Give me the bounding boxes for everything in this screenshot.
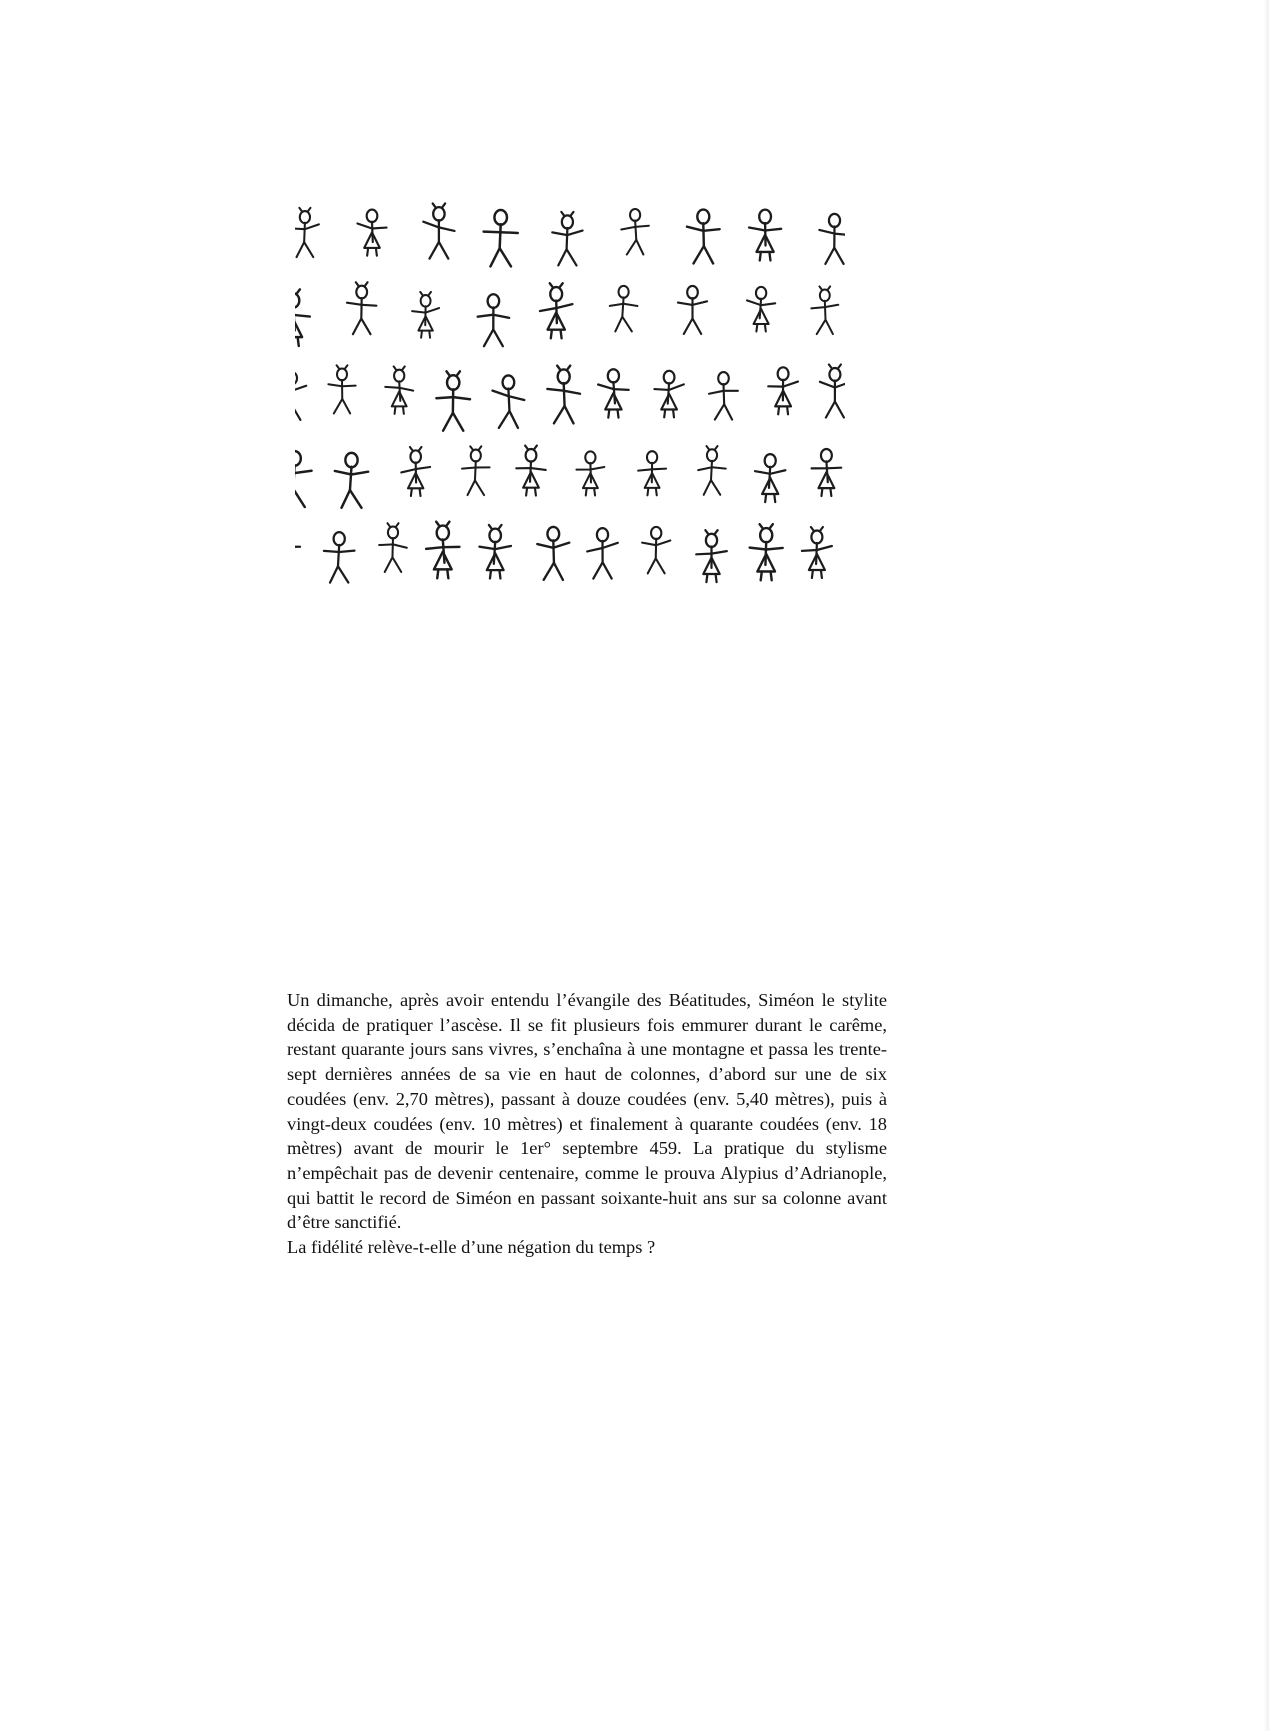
- stick-figure: [436, 371, 470, 430]
- stick-figure: [598, 369, 629, 417]
- stick-figure: [347, 282, 376, 334]
- stick-figure: [749, 210, 781, 261]
- stick-figure: [638, 451, 666, 495]
- stick-figure: [324, 532, 355, 582]
- stick-figure: [540, 283, 572, 338]
- stick-figure: [678, 286, 707, 334]
- stick-figure: [750, 524, 783, 580]
- stick-figure: [493, 375, 525, 427]
- stick-figure: [295, 527, 300, 577]
- stick-figure: [621, 209, 649, 255]
- stick-figure: [412, 292, 439, 338]
- stick-figure: [462, 446, 490, 495]
- stick-figure: [295, 289, 310, 346]
- stick-figure: [423, 203, 454, 258]
- stick-figure: [768, 367, 798, 414]
- stick-figure: [552, 212, 582, 266]
- stick-figure: [820, 365, 845, 418]
- stick-figure: [698, 446, 726, 495]
- stick-figure: [357, 210, 386, 256]
- stick-figure: [479, 525, 511, 579]
- stick-figure: [610, 286, 638, 332]
- stick-figure: [335, 453, 368, 508]
- scan-edge-shadow: [1263, 0, 1269, 1731]
- stick-figure: [687, 210, 720, 264]
- stick-figure: [401, 447, 430, 496]
- stick-figure: [811, 286, 838, 334]
- stick-figure: [295, 208, 319, 257]
- stick-figure: [547, 366, 580, 424]
- stick-figure: [295, 372, 306, 420]
- stick-figure: [295, 451, 312, 507]
- stick-figures-drawing: [295, 200, 845, 600]
- stick-figure: [478, 294, 510, 346]
- simeon-paragraph: Un dimanche, après avoir entendu l’évangile des Béatitudes, Siméon le stylite décida de pratiquer l’ascèse. Il se fit plusieurs fois emmurer durant le carême, restant quarante jours sans vivres, s’enchaîna à une montagne et passa les trente-sept dernières années de sa vie en haut de colonnes, d’abord sur une de six coudées (env. 2,70 mètres), passant à douze coudées (env. 5,40 mètres), puis à vingt-deux coudées (env. 10 mètres) et finalement à quarante coudées (env. 18 mètres) avant de mourir le 1er° septembre 459. La pratique du stylisme n’empêchait pas de devenir centenaire, comme le prouva Alypius d’Adrianople, qui battit le record de Siméon en passant soixante-huit ans sur sa colonne avant d’être sanctifié.: [287, 990, 887, 1233]
- stick-figure: [709, 372, 738, 420]
- stick-figure: [385, 366, 413, 413]
- stick-figure: [576, 451, 604, 495]
- closing-question: La fidélité relève-t-elle d’une négation du temps ?: [287, 1237, 656, 1258]
- stick-figure: [537, 527, 569, 580]
- stick-figure: [654, 371, 683, 418]
- stick-figure: [812, 449, 842, 496]
- stick-figure: [426, 522, 459, 579]
- stick-figure: [587, 528, 618, 578]
- stick-figure: [819, 214, 845, 264]
- stick-figure: [328, 365, 355, 413]
- text-block: [287, 988, 887, 1260]
- stick-figure: [747, 287, 775, 332]
- stick-figure: [516, 446, 545, 496]
- stick-figure: [696, 530, 727, 582]
- stick-figure: [484, 210, 518, 266]
- stick-figure: [755, 454, 785, 502]
- stick-figure: [802, 527, 832, 578]
- stick-figures-illustration: [295, 200, 845, 600]
- stick-figure: [379, 523, 407, 572]
- stick-figure: [642, 527, 670, 574]
